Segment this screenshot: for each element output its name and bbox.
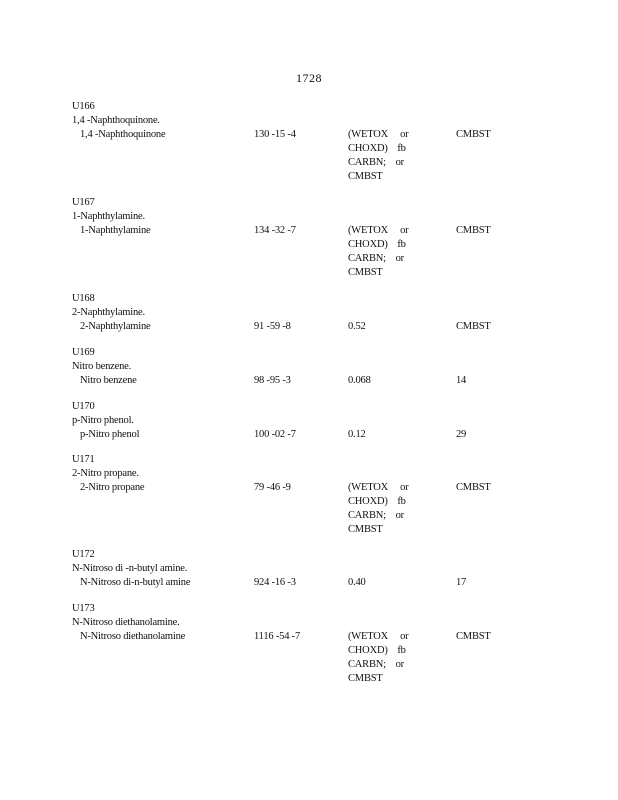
concentration xyxy=(348,576,430,590)
common-name: N-Nitroso di -n-butyl amine. xyxy=(72,563,188,574)
waste-code: U170 xyxy=(72,401,95,412)
waste-code: U171 xyxy=(72,454,95,465)
concentration-line: 0.068 xyxy=(348,375,371,386)
waste-code: U167 xyxy=(72,197,95,208)
waste-entry xyxy=(72,602,552,684)
cas-number: 1116 -54 -7 xyxy=(254,631,301,642)
concentration-line: CARBN; or xyxy=(348,253,404,264)
common-name: p-Nitro phenol. xyxy=(72,415,134,426)
common-name: 1,4 -Naphthoquinone. xyxy=(72,115,160,126)
concentration-line: CHOXD) fb xyxy=(348,496,406,507)
concentration-line: CHOXD) fb xyxy=(348,143,406,154)
cas-number: 134 -32 -7 xyxy=(254,225,296,236)
waste-entry xyxy=(72,346,552,388)
common-name: 2-Nitro propane. xyxy=(72,468,139,479)
waste-entry xyxy=(72,453,552,535)
cas-number: 924 -16 -3 xyxy=(254,577,296,588)
concentration-line: CHOXD) fb xyxy=(348,239,406,250)
common-name: N-Nitroso diethanolamine. xyxy=(72,617,180,628)
waste-entry xyxy=(72,548,552,590)
constituent-name: 2-Naphthylamine xyxy=(80,321,151,332)
treatment-standard: CMBST xyxy=(456,129,491,140)
concentration xyxy=(348,428,430,442)
treatment-standard: CMBST xyxy=(456,482,491,493)
concentration-line: (WETOX or xyxy=(348,631,409,642)
common-name: 2-Naphthylamine. xyxy=(72,307,145,318)
concentration-line: CARBN; or xyxy=(348,157,404,168)
concentration-line: (WETOX or xyxy=(348,482,409,493)
page-number: 1728 xyxy=(296,71,322,85)
cas-number: 130 -15 -4 xyxy=(254,129,296,140)
constituent-name: p-Nitro phenol xyxy=(80,429,140,440)
constituent-name: 1,4 -Naphthoquinone xyxy=(80,129,166,140)
concentration xyxy=(348,224,430,280)
concentration-line: 0.52 xyxy=(348,321,366,332)
concentration-line: 0.12 xyxy=(348,429,366,440)
waste-code: U173 xyxy=(72,603,95,614)
cas-number: 100 -02 -7 xyxy=(254,429,296,440)
waste-entry xyxy=(72,196,552,278)
concentration-line: 0.40 xyxy=(348,577,366,588)
constituent-name: N-Nitroso di-n-butyl amine xyxy=(80,577,191,588)
waste-code: U168 xyxy=(72,293,95,304)
waste-code: U169 xyxy=(72,347,95,358)
constituent-name: 1-Naphthylamine xyxy=(80,225,151,236)
concentration xyxy=(348,320,430,334)
treatment-standard: CMBST xyxy=(456,631,491,642)
waste-code: U172 xyxy=(72,549,95,560)
cas-number: 91 -59 -8 xyxy=(254,321,291,332)
concentration-line: (WETOX or xyxy=(348,225,409,236)
treatment-standard: CMBST xyxy=(456,225,491,236)
concentration-line: CARBN; or xyxy=(348,659,404,670)
constituent-name: Nitro benzene xyxy=(80,375,137,386)
concentration xyxy=(348,481,430,537)
treatment-standard: 17 xyxy=(456,577,467,588)
cas-number: 79 -46 -9 xyxy=(254,482,291,493)
concentration-line: CMBST xyxy=(348,267,383,278)
concentration-line: CARBN; or xyxy=(348,510,404,521)
concentration-line: (WETOX or xyxy=(348,129,409,140)
concentration xyxy=(348,374,430,388)
cas-number: 98 -95 -3 xyxy=(254,375,291,386)
waste-entry xyxy=(72,100,552,182)
concentration xyxy=(348,630,430,686)
treatment-standard: 14 xyxy=(456,375,467,386)
concentration-line: CMBST xyxy=(348,673,383,684)
waste-code: U166 xyxy=(72,101,95,112)
waste-entry xyxy=(72,400,552,442)
common-name: 1-Naphthylamine. xyxy=(72,211,145,222)
concentration xyxy=(348,128,430,184)
treatment-standard: 29 xyxy=(456,429,467,440)
common-name: Nitro benzene. xyxy=(72,361,132,372)
concentration-line: CMBST xyxy=(348,171,383,182)
concentration-line: CHOXD) fb xyxy=(348,645,406,656)
treatment-standard: CMBST xyxy=(456,321,491,332)
waste-entry xyxy=(72,292,552,334)
concentration-line: CMBST xyxy=(348,524,383,535)
constituent-name: N-Nitroso diethanolamine xyxy=(80,631,186,642)
constituent-name: 2-Nitro propane xyxy=(80,482,145,493)
